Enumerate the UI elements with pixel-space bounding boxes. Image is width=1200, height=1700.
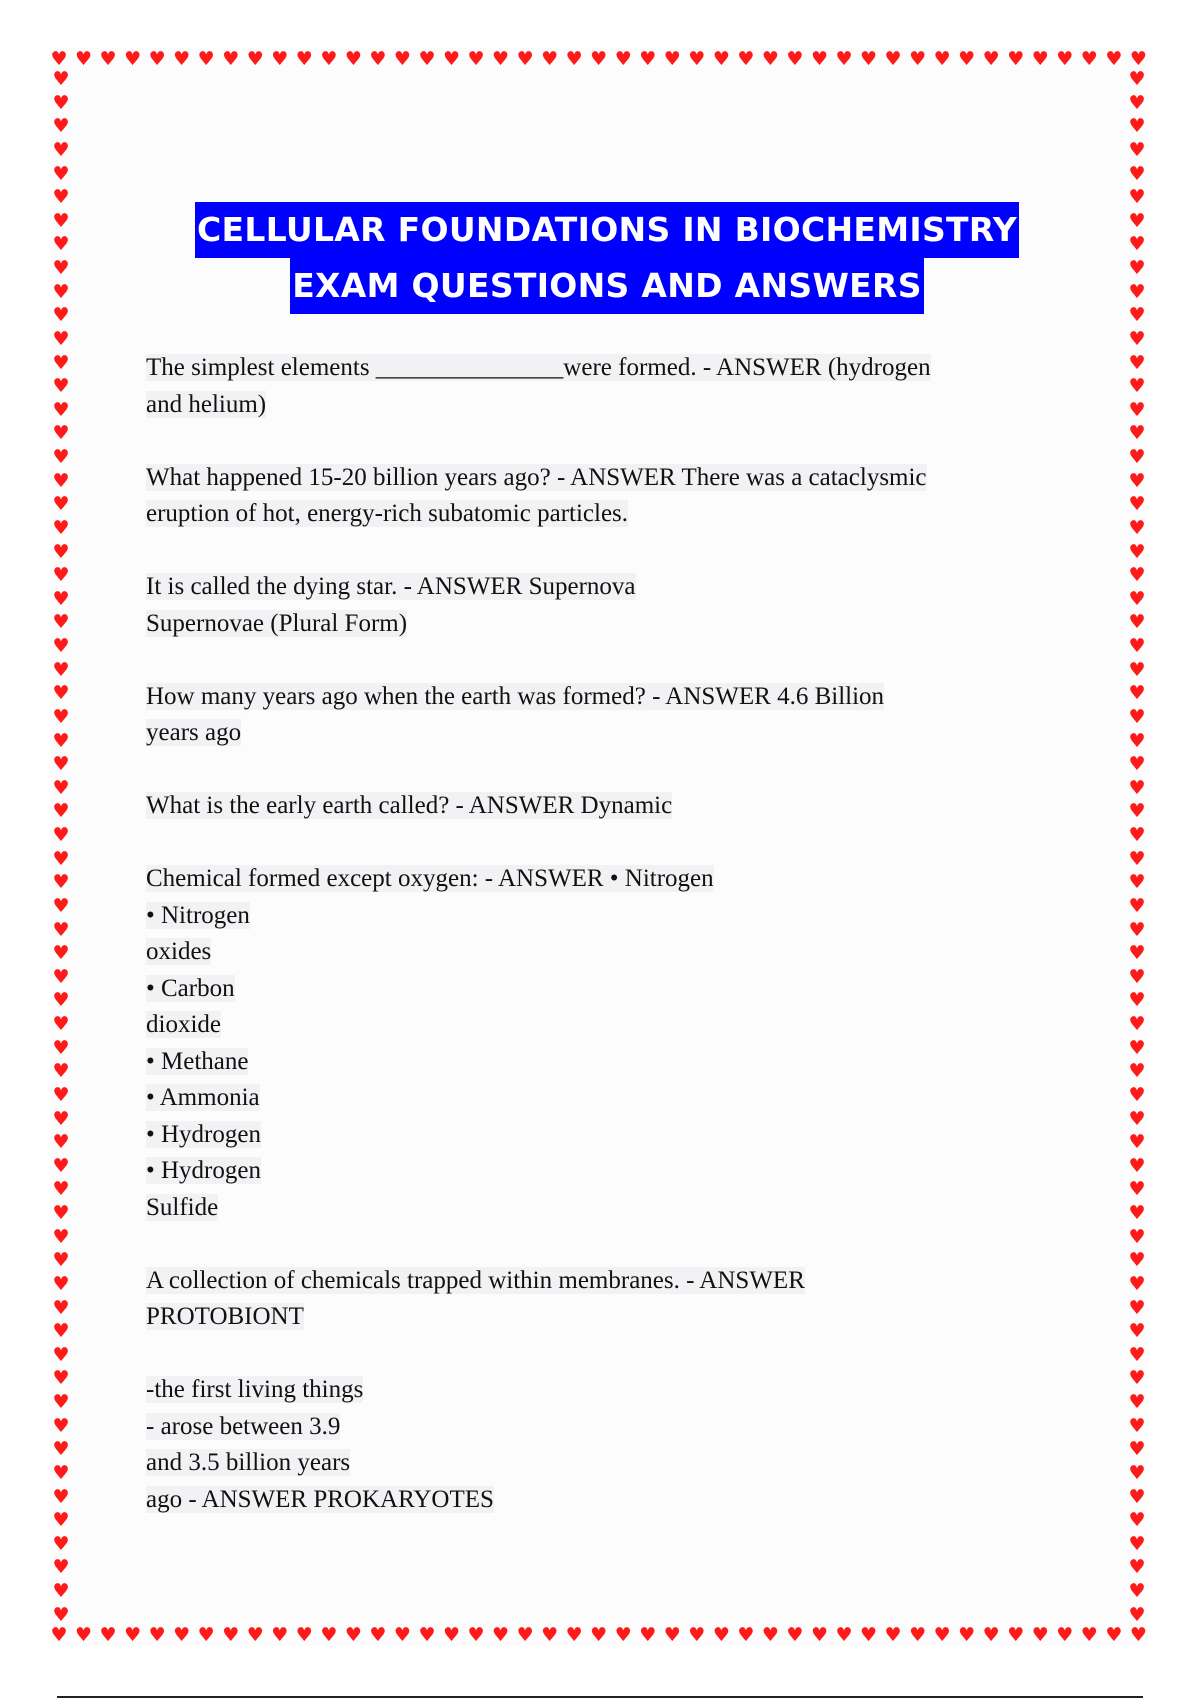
- heart-icon: ♥: [1128, 540, 1146, 563]
- heart-icon: ♥: [442, 48, 461, 70]
- heart-icon: ♥: [1128, 1580, 1146, 1602]
- qa-text: • Methane: [146, 1047, 249, 1075]
- heart-icon: ♥: [1007, 48, 1025, 70]
- heart-icon: ♥: [1129, 48, 1147, 70]
- heart-border-bottom: [50, 1624, 1148, 1646]
- heart-icon: ♥: [1128, 1509, 1146, 1532]
- heart-icon: ♥: [492, 1624, 510, 1646]
- heart-icon: ♥: [1128, 1036, 1146, 1059]
- heart-icon: ♥: [52, 209, 70, 232]
- heart-icon: ♥: [52, 1556, 70, 1579]
- heart-icon: ♥: [1128, 398, 1146, 421]
- heart-icon: ♥: [884, 1624, 902, 1646]
- heart-icon: ♥: [1128, 1060, 1146, 1083]
- title-line-2: EXAM QUESTIONS AND ANSWERS: [290, 258, 924, 314]
- heart-icon: ♥: [835, 1624, 853, 1646]
- heart-icon: ♥: [52, 68, 70, 90]
- heart-icon: ♥: [639, 48, 657, 70]
- heart-icon: ♥: [320, 1624, 338, 1646]
- heart-icon: ♥: [958, 1624, 976, 1646]
- heart-icon: ♥: [1128, 68, 1146, 90]
- heart-icon: ♥: [516, 1624, 534, 1646]
- heart-icon: ♥: [52, 138, 70, 161]
- heart-icon: ♥: [982, 48, 1000, 70]
- heart-icon: ♥: [1128, 186, 1146, 209]
- heart-icon: ♥: [1105, 1624, 1123, 1646]
- heart-icon: ♥: [148, 1624, 166, 1646]
- heart-icon: ♥: [933, 1624, 951, 1646]
- qa-line: [146, 1445, 1066, 1482]
- qa-text: What happened 15-20 billion years ago? - ANSWER There was a cataclysmic: [146, 463, 927, 491]
- heart-icon: ♥: [1128, 1532, 1146, 1555]
- heart-icon: ♥: [909, 48, 927, 70]
- heart-icon: ♥: [75, 1624, 93, 1646]
- heart-icon: ♥: [52, 540, 70, 563]
- heart-icon: ♥: [467, 48, 485, 70]
- heart-icon: ♥: [1128, 162, 1146, 185]
- heart-icon: ♥: [1128, 1202, 1146, 1224]
- heart-icon: ♥: [1031, 1624, 1049, 1646]
- qa-text: Chemical formed except oxygen: - ANSWER • Nitrogen: [146, 865, 714, 892]
- heart-icon: ♥: [835, 48, 853, 70]
- heart-icon: ♥: [639, 1624, 657, 1646]
- heart-icon: ♥: [786, 1624, 804, 1646]
- heart-icon: ♥: [52, 989, 70, 1012]
- heart-icon: ♥: [52, 304, 70, 327]
- heart-icon: ♥: [590, 48, 608, 70]
- heart-icon: ♥: [1128, 375, 1146, 398]
- heart-icon: ♥: [52, 871, 70, 894]
- heart-icon: ♥: [50, 48, 68, 70]
- qa-text: oxides: [146, 938, 212, 965]
- heart-icon: ♥: [1128, 1320, 1146, 1343]
- heart-icon: ♥: [565, 48, 583, 70]
- heart-icon: ♥: [52, 1296, 70, 1319]
- qa-line: [146, 934, 1066, 971]
- heart-icon: ♥: [1128, 729, 1146, 752]
- heart-icon: ♥: [590, 1624, 608, 1646]
- heart-icon: ♥: [982, 1624, 1000, 1646]
- heart-icon: ♥: [1128, 894, 1146, 917]
- heart-icon: ♥: [1128, 138, 1146, 161]
- heart-icon: ♥: [271, 48, 289, 70]
- heart-icon: ♥: [418, 1624, 436, 1646]
- qa-text: Supernovae (Plural Form): [146, 609, 408, 637]
- heart-icon: ♥: [1128, 1296, 1146, 1319]
- heart-icon: ♥: [246, 48, 264, 70]
- heart-icon: ♥: [614, 48, 632, 70]
- heart-icon: ♥: [52, 800, 70, 823]
- heart-icon: ♥: [197, 48, 215, 70]
- qa-line: [146, 788, 1066, 825]
- heart-icon: ♥: [52, 469, 70, 492]
- heart-icon: ♥: [52, 446, 70, 468]
- heart-icon: ♥: [369, 1624, 387, 1646]
- qa-text: What is the early earth called? - ANSWER Dynamic: [146, 792, 673, 819]
- qa-line: [146, 1153, 1066, 1190]
- heart-icon: ♥: [52, 1580, 70, 1602]
- qa-text: • Hydrogen: [146, 1120, 261, 1148]
- heart-icon: ♥: [1128, 682, 1146, 705]
- heart-icon: ♥: [295, 1624, 313, 1646]
- heart-icon: ♥: [1128, 1461, 1146, 1484]
- heart-icon: ♥: [52, 611, 70, 634]
- qa-text: A collection of chemicals trapped within membranes. - ANSWER: [146, 1266, 805, 1294]
- heart-icon: ♥: [52, 115, 70, 138]
- heart-icon: ♥: [52, 1532, 70, 1555]
- qa-line: [146, 861, 1066, 898]
- heart-icon: ♥: [52, 1036, 70, 1059]
- heart-icon: ♥: [320, 48, 338, 70]
- heart-icon: ♥: [52, 1461, 70, 1484]
- heart-icon: ♥: [52, 847, 70, 870]
- heart-icon: ♥: [393, 1624, 411, 1646]
- heart-icon: ♥: [52, 1083, 70, 1106]
- heart-icon: ♥: [1128, 1414, 1146, 1437]
- heart-icon: ♥: [786, 48, 804, 70]
- page-divider: [57, 1696, 1143, 1698]
- heart-icon: ♥: [1128, 942, 1146, 965]
- heart-icon: ♥: [860, 48, 878, 70]
- heart-icon: ♥: [1031, 48, 1049, 70]
- heart-icon: ♥: [369, 48, 387, 70]
- heart-icon: ♥: [52, 1107, 70, 1130]
- heart-icon: ♥: [173, 48, 191, 70]
- qa-line: [146, 569, 1066, 606]
- heart-icon: ♥: [565, 1624, 583, 1646]
- heart-icon: ♥: [1128, 1013, 1146, 1035]
- heart-icon: ♥: [52, 1320, 70, 1343]
- heart-icon: ♥: [52, 516, 70, 539]
- heart-icon: ♥: [1128, 611, 1146, 634]
- qa-item: [146, 861, 1066, 1226]
- heart-icon: ♥: [1128, 1556, 1146, 1579]
- heart-icon: ♥: [52, 91, 70, 114]
- heart-icon: ♥: [75, 48, 93, 70]
- qa-text: -the first living things: [146, 1376, 364, 1403]
- heart-icon: ♥: [541, 1624, 559, 1646]
- qa-text: eruption of hot, energy-rich subatomic particles.: [146, 500, 629, 527]
- qa-text: • Hydrogen: [146, 1157, 261, 1184]
- heart-icon: ♥: [712, 48, 730, 70]
- heart-icon: ♥: [1128, 233, 1146, 256]
- qa-line: [146, 1080, 1066, 1117]
- heart-icon: ♥: [1128, 824, 1146, 846]
- qa-item: [146, 788, 1066, 825]
- heart-icon: ♥: [52, 493, 70, 516]
- heart-icon: ♥: [52, 942, 70, 965]
- heart-icon: ♥: [246, 1624, 264, 1646]
- heart-icon: ♥: [52, 327, 70, 350]
- heart-icon: ♥: [1128, 776, 1146, 799]
- heart-icon: ♥: [1128, 469, 1146, 492]
- heart-icon: ♥: [52, 1343, 70, 1366]
- heart-icon: ♥: [958, 48, 976, 70]
- heart-icon: ♥: [344, 1624, 362, 1646]
- heart-icon: ♥: [52, 162, 70, 185]
- qa-line: [146, 679, 1066, 716]
- heart-icon: ♥: [52, 375, 70, 398]
- heart-icon: ♥: [1128, 1131, 1146, 1154]
- heart-icon: ♥: [52, 824, 70, 846]
- heart-icon: ♥: [52, 729, 70, 752]
- heart-icon: ♥: [52, 753, 70, 776]
- document-title: [0, 202, 1200, 314]
- qa-line: [146, 460, 1066, 497]
- heart-icon: ♥: [614, 1624, 632, 1646]
- heart-icon: ♥: [271, 1624, 289, 1646]
- title-line-1: CELLULAR FOUNDATIONS IN BIOCHEMISTRY: [195, 202, 1019, 258]
- heart-icon: ♥: [761, 48, 779, 70]
- heart-icon: ♥: [1128, 304, 1146, 327]
- qa-line: [146, 387, 1066, 424]
- heart-icon: ♥: [1128, 327, 1146, 350]
- qa-line: [146, 1299, 1066, 1336]
- heart-icon: ♥: [1128, 516, 1146, 539]
- heart-icon: ♥: [52, 894, 70, 917]
- heart-icon: ♥: [1128, 446, 1146, 468]
- qa-item: [146, 679, 1066, 752]
- heart-icon: ♥: [1128, 1272, 1146, 1295]
- heart-icon: ♥: [1128, 1178, 1146, 1201]
- heart-icon: ♥: [148, 48, 166, 70]
- heart-icon: ♥: [52, 1154, 70, 1177]
- heart-icon: ♥: [52, 564, 70, 587]
- heart-icon: ♥: [295, 48, 313, 70]
- heart-icon: ♥: [52, 705, 70, 728]
- heart-icon: ♥: [222, 1624, 240, 1646]
- heart-icon: ♥: [52, 1367, 70, 1390]
- heart-icon: ♥: [52, 682, 70, 705]
- heart-icon: ♥: [1128, 1249, 1146, 1272]
- heart-icon: ♥: [52, 587, 70, 610]
- heart-icon: ♥: [810, 48, 828, 70]
- heart-icon: ♥: [52, 918, 70, 941]
- heart-icon: ♥: [1128, 1083, 1146, 1106]
- heart-icon: ♥: [761, 1624, 779, 1646]
- heart-icon: ♥: [197, 1624, 215, 1646]
- qa-text: and helium): [146, 390, 267, 418]
- heart-icon: ♥: [1128, 871, 1146, 894]
- heart-icon: ♥: [52, 1131, 70, 1154]
- qa-item: [146, 460, 1066, 533]
- qa-text: - arose between 3.9: [146, 1412, 341, 1440]
- heart-icon: ♥: [50, 1624, 68, 1646]
- heart-icon: ♥: [737, 48, 755, 70]
- heart-icon: ♥: [1128, 1367, 1146, 1390]
- qa-list: [146, 350, 1066, 1555]
- heart-icon: ♥: [1128, 965, 1146, 988]
- heart-icon: ♥: [1128, 1225, 1146, 1248]
- qa-line: [146, 1007, 1066, 1044]
- qa-text: • Ammonia: [146, 1084, 260, 1111]
- qa-line: [146, 1409, 1066, 1446]
- qa-item: [146, 1263, 1066, 1336]
- qa-line: [146, 898, 1066, 935]
- heart-icon: ♥: [1007, 1624, 1025, 1646]
- heart-border-top: [50, 48, 1148, 70]
- heart-icon: ♥: [492, 48, 510, 70]
- heart-icon: ♥: [1128, 635, 1146, 657]
- heart-icon: ♥: [1128, 1391, 1146, 1413]
- heart-icon: ♥: [1128, 351, 1146, 374]
- heart-icon: ♥: [52, 422, 70, 445]
- heart-icon: ♥: [222, 48, 240, 70]
- heart-icon: ♥: [52, 1013, 70, 1035]
- heart-icon: ♥: [1128, 91, 1146, 114]
- heart-icon: ♥: [1128, 705, 1146, 728]
- heart-icon: ♥: [1128, 422, 1146, 445]
- heart-icon: ♥: [1128, 658, 1146, 681]
- qa-text: years ago: [146, 719, 242, 746]
- heart-icon: ♥: [1128, 1485, 1146, 1508]
- heart-icon: ♥: [688, 48, 706, 70]
- heart-icon: ♥: [52, 351, 70, 374]
- qa-line: [146, 1482, 1066, 1519]
- heart-icon: ♥: [1128, 847, 1146, 870]
- heart-icon: ♥: [663, 48, 681, 70]
- heart-icon: ♥: [1128, 918, 1146, 941]
- heart-icon: ♥: [52, 635, 70, 657]
- qa-text: It is called the dying star. - ANSWER Supernova: [146, 573, 636, 600]
- qa-item: [146, 569, 1066, 642]
- qa-line: [146, 1117, 1066, 1154]
- heart-icon: ♥: [884, 48, 902, 70]
- heart-icon: ♥: [99, 1624, 117, 1646]
- heart-icon: ♥: [1128, 115, 1146, 138]
- qa-text: and 3.5 billion years: [146, 1449, 351, 1476]
- heart-icon: ♥: [52, 965, 70, 988]
- heart-icon: ♥: [52, 1509, 70, 1532]
- heart-icon: ♥: [810, 1624, 828, 1646]
- heart-icon: ♥: [1128, 989, 1146, 1012]
- heart-icon: ♥: [933, 48, 951, 70]
- heart-icon: ♥: [442, 1624, 461, 1646]
- heart-icon: ♥: [688, 1624, 706, 1646]
- qa-text: dioxide: [146, 1011, 221, 1038]
- heart-icon: ♥: [52, 1438, 70, 1461]
- heart-icon: ♥: [1128, 800, 1146, 823]
- heart-icon: ♥: [1128, 1107, 1146, 1130]
- heart-icon: ♥: [52, 1202, 70, 1224]
- heart-icon: ♥: [1128, 257, 1146, 279]
- qa-line: [146, 971, 1066, 1008]
- qa-line: [146, 350, 1066, 387]
- heart-icon: ♥: [52, 1485, 70, 1508]
- heart-icon: ♥: [52, 1391, 70, 1413]
- heart-icon: ♥: [52, 1272, 70, 1295]
- qa-line: [146, 715, 1066, 752]
- heart-icon: ♥: [52, 280, 70, 303]
- heart-icon: ♥: [52, 1414, 70, 1437]
- heart-icon: ♥: [1128, 587, 1146, 610]
- qa-item: [146, 350, 1066, 423]
- qa-line: [146, 496, 1066, 533]
- heart-icon: ♥: [541, 48, 559, 70]
- qa-text: The simplest elements _______________were formed. - ANSWER (hydrogen: [146, 354, 931, 381]
- heart-icon: ♥: [52, 398, 70, 421]
- qa-text: • Nitrogen: [146, 901, 250, 929]
- heart-icon: ♥: [52, 233, 70, 256]
- heart-icon: ♥: [1128, 1154, 1146, 1177]
- heart-icon: ♥: [52, 658, 70, 681]
- heart-icon: ♥: [52, 1178, 70, 1201]
- heart-icon: ♥: [52, 776, 70, 799]
- qa-text: Sulfide: [146, 1193, 219, 1221]
- qa-line: [146, 1190, 1066, 1227]
- heart-icon: ♥: [52, 1603, 70, 1626]
- heart-icon: ♥: [1128, 564, 1146, 587]
- qa-text: How many years ago when the earth was formed? - ANSWER 4.6 Billion: [146, 682, 885, 710]
- heart-icon: ♥: [1080, 1624, 1098, 1646]
- heart-icon: ♥: [52, 1225, 70, 1248]
- heart-icon: ♥: [418, 48, 436, 70]
- heart-icon: ♥: [52, 186, 70, 209]
- heart-icon: ♥: [516, 48, 534, 70]
- heart-icon: ♥: [52, 1060, 70, 1083]
- qa-text: PROTOBIONT: [146, 1303, 304, 1330]
- heart-icon: ♥: [712, 1624, 730, 1646]
- qa-line: [146, 1044, 1066, 1081]
- heart-icon: ♥: [99, 48, 117, 70]
- heart-icon: ♥: [909, 1624, 927, 1646]
- qa-text: ago - ANSWER PROKARYOTES: [146, 1485, 494, 1513]
- heart-icon: ♥: [344, 48, 362, 70]
- heart-icon: ♥: [1128, 753, 1146, 776]
- heart-icon: ♥: [1128, 280, 1146, 303]
- heart-icon: ♥: [1128, 1343, 1146, 1366]
- heart-icon: ♥: [663, 1624, 681, 1646]
- qa-line: [146, 606, 1066, 643]
- heart-icon: ♥: [1128, 1438, 1146, 1461]
- heart-icon: ♥: [1128, 493, 1146, 516]
- qa-item: [146, 1372, 1066, 1518]
- heart-icon: ♥: [1056, 1624, 1074, 1646]
- heart-icon: ♥: [1128, 209, 1146, 232]
- heart-icon: ♥: [52, 257, 70, 279]
- heart-icon: ♥: [124, 1624, 142, 1646]
- heart-icon: ♥: [393, 48, 411, 70]
- heart-icon: ♥: [52, 1249, 70, 1272]
- heart-icon: ♥: [124, 48, 142, 70]
- qa-text: • Carbon: [146, 974, 235, 1002]
- heart-icon: ♥: [1105, 48, 1123, 70]
- heart-icon: ♥: [1080, 48, 1098, 70]
- heart-icon: ♥: [860, 1624, 878, 1646]
- heart-icon: ♥: [467, 1624, 485, 1646]
- qa-line: [146, 1263, 1066, 1300]
- heart-icon: ♥: [1056, 48, 1074, 70]
- heart-icon: ♥: [173, 1624, 191, 1646]
- heart-icon: ♥: [1129, 1624, 1147, 1646]
- heart-icon: ♥: [737, 1624, 755, 1646]
- heart-icon: ♥: [1128, 1603, 1146, 1626]
- qa-line: [146, 1372, 1066, 1409]
